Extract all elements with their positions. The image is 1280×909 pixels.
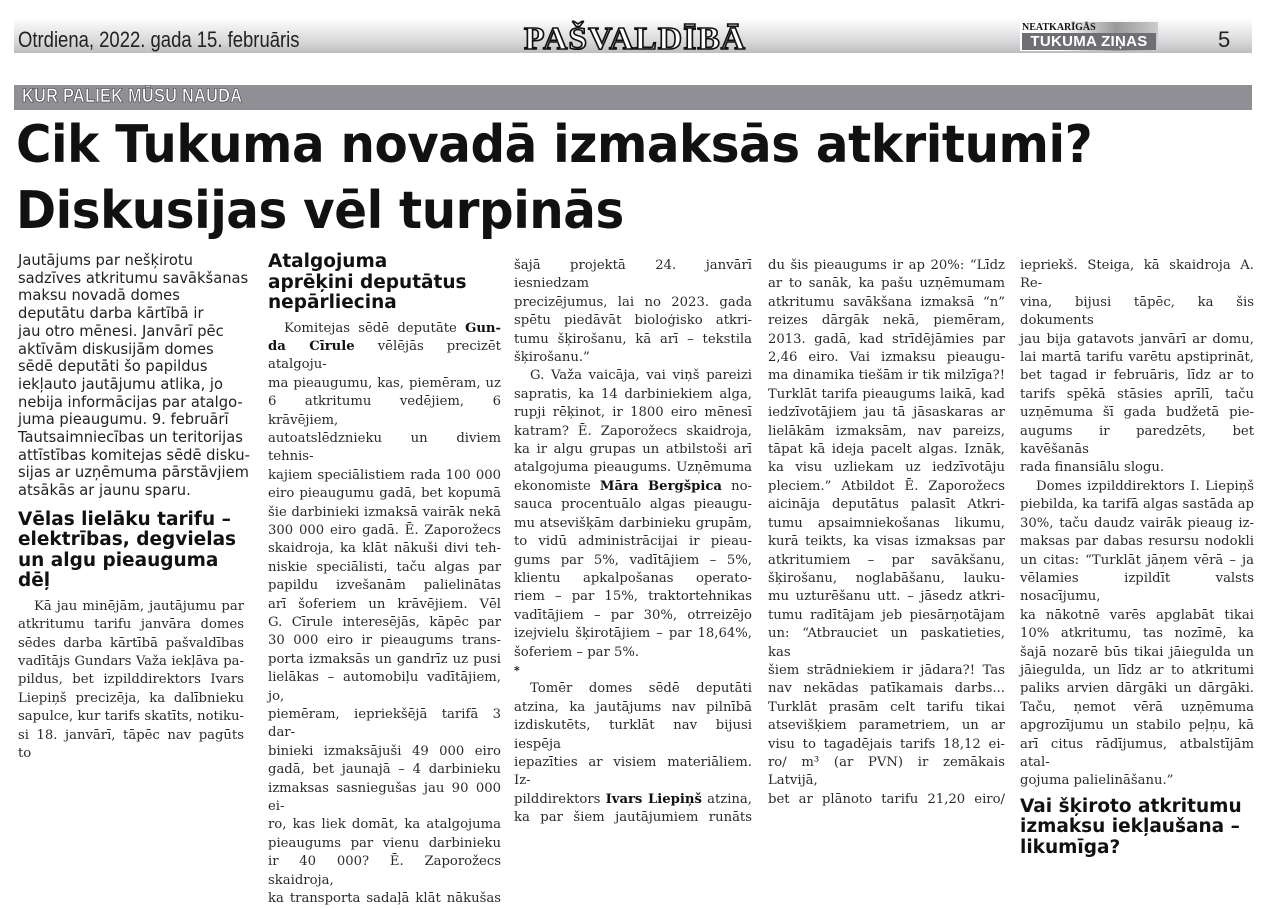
headline-line: Cik Tukuma novadā izmaksās atkritumi? [16,115,1093,175]
text-line: ar to sanāk, ka pašu uzņēmumam [768,276,1005,292]
text-line: du šis pieaugums ir ap 20%: “Līdz [768,258,1005,273]
text-line: pilddirektors Ivars Liepiņš atzina, [514,791,752,807]
text-line: 300 000 eiro gadā. Ē. Zaporožecs [268,522,501,538]
text-line: piemēram, iepriekšējā tarifā 3 dar- [268,707,501,741]
newspaper-logo-name: TUKUMA ZIŅAS [1022,33,1156,50]
rubric-bar [14,85,1252,110]
text-line: pildus, bet izpilddirektors Ivars [18,672,244,688]
text-line: Tomēr domes sēdē deputāti [530,681,752,697]
text-line: šajā projektā 24. janvārī iesniedzam [514,258,752,292]
text-line: 6 atkritumu vedējiem, 6 krāvējiem, [268,394,501,428]
text-line: dēļ [18,570,51,592]
text-line: šķirošanu, noglabāšanu, lauku- [768,570,1005,586]
text-line: Jautājums par nešķirotu [18,251,193,269]
text-line: apgrozījumu un stabilo peļņu, kā [1020,718,1254,734]
text-line: deputātu darba kārtībā ir [18,304,204,323]
text-line: rupji rēķinot, ir 1800 eiro mēnesī [514,405,752,421]
text-line: likumīga? [1020,836,1121,858]
text-line: sapratis, ka 14 darbiniekiem alga, [514,386,752,402]
issue-date: Otrdiena, 2022. gada 15. februāris [18,27,300,52]
text-line: Turklāt tarifa pieaugums laikā, kad [768,386,1005,402]
bold-name: * [514,663,520,677]
paragraph [768,257,1005,809]
text-line: sadzīves atkritumu savākšanas [18,268,249,287]
text-line: da Cīrule vēlējās precizēt atalgoju- [268,338,501,373]
text-line: G. Važa vaicāja, vai viņš pareizi [530,368,752,384]
text-line: elektrības, degvielas [18,529,237,551]
text-line: visu to tagadējais tarifs 18,12 ei- [768,736,1005,752]
text-line: šajā nozarē būs tikai jāiegulda un [1020,644,1254,660]
text-line: 10% atkritumu, tas nozīmē, ka [1020,626,1254,642]
text-line: ka par šiem jautājumiem runāts [514,810,752,826]
paragraph [514,680,752,827]
text-line: piebilda, ka tarifā algas sastāda ap [1020,497,1254,513]
text-line: iekļauto jautājumu atlika, jo [18,374,224,393]
text-line: vēlamies izpildīt valsts nosacījumu, [1020,570,1254,605]
text-line: iepazīties ar visiem materiāliem. Iz- [514,754,752,789]
text-line: si 18. janvārī, tāpēc nav pagūts to [18,727,244,762]
text-line: riem – par 15%, traktortehnikas [514,589,752,605]
text-line: maksu novadā domes [18,286,180,305]
subheading [268,252,501,314]
text-line: vadītājiem – par 30%, otrreizējo [514,607,752,623]
text-line: un citas: “Turklāt jāņem vērā – ja [1020,552,1254,568]
text-line: mu atsevišķām darbinieku grupām, [514,515,752,531]
newspaper-logo-small: NEATKARĪGĀS [1022,22,1096,33]
text-line: atkritumu tarifu janvāra domes [18,617,244,633]
paragraph [1020,257,1254,478]
text-line: ma dinamika tiešām ir tik milzīga?! [768,368,1005,384]
text-line: kurā teikts, ka visas izmaksas par [768,534,1005,550]
text-line: iedzīvotājiem jau tā jāsaskaras ar [768,405,1005,421]
text-line: ka nākotnē varēs apglabāt tikai [1020,607,1254,623]
text-line: uzņēmuma šī gada budžetā pie- [1020,405,1254,421]
article-headline [16,112,1092,244]
column-5 [1020,257,1254,864]
text-line: nepārliecina [268,292,397,313]
paragraph [1020,478,1254,791]
text-line: ma pieaugumu, kas, piemēram, uz [268,375,501,391]
text-line: atkritumu savākšana izmaksā “n” [768,294,1005,310]
text-line: atsākās ar jaunu sparu. [18,481,191,500]
page-number: 5 [1218,27,1231,52]
text-line: spētu piedāvāt bioloģisko atkri- [514,313,752,329]
text-line: atsevišķiem parametriem, un ar [768,718,1005,734]
text-line: nav nekādas patīkamais darbs... [768,681,1005,697]
subheading [18,510,244,592]
text-line: Taču, ņemot vērā uzņēmuma [1020,699,1254,715]
text-line: un algu pieauguma [18,549,219,571]
text-line: jau bija gatavots janvārī ar domu, [1020,331,1254,347]
text-line: aicināja deputātus palasīt Atkri- [768,497,1005,513]
text-line: autoatslēdznieku un diviem tehnis- [268,430,501,465]
text-line: maksas par dabas resursu nodokli [1020,534,1254,550]
text-line: Liepiņš precizēja, ka dalībnieku [18,690,244,706]
section-separator [514,662,752,680]
text-line: ka ir algu grupas un atbilstoši arī [514,442,752,458]
text-line: ka visu uzliekam uz iedzīvotāju [768,460,1005,476]
text-line: jāiegulda, un līdz ar to atkritumi [1020,662,1254,678]
text-line: niskie speciālisti, taču algas par [268,559,501,575]
text-line: arī citus rādījumus, atbalstījām atal- [1020,736,1254,770]
column-4 [768,257,1005,809]
section-logo: PAŠVALDĪBĀ [524,20,747,56]
text-line: augums ir paredzēts, bet kavēšanās [1020,423,1254,458]
text-line: Vēlas lielāku tarifu – [18,508,231,530]
subheading [1020,797,1254,859]
article-lead [18,251,250,500]
text-line: šie darbinieki izmaksā vairāk nekā [268,504,501,520]
text-line: Tautsaimniecības un teritorijas [18,428,243,447]
text-line: izmaksas sasniegušas jau 90 000 ei- [268,780,501,815]
text-line: gums par 5%, vadītājiem – 5%, [514,552,752,568]
text-line: Atalgojuma [268,251,388,272]
paragraph [18,598,244,764]
text-line: to vidū administrācijai ir pieau- [514,534,752,550]
text-line: iepriekš. Steiga, kā skaidroja A. Re- [1020,258,1254,292]
text-line: ro, kas liek domāt, ka atalgojuma [268,817,501,833]
bold-name: Ivars Liepiņš [605,791,702,807]
rubric-label: KUR PALIEK MŪSU NAUDA [22,86,243,107]
text-line: lielākas – automobiļu vadītājiem, jo, [268,670,501,704]
text-line: mu uzturēšanu utt. – jāsedz atkri- [768,589,1005,605]
paragraph [514,367,752,662]
column-1 [18,251,250,764]
text-line: atkritumiem – par savākšanu, [768,552,1005,568]
text-line: binieki izmaksājuši 49 000 eiro [268,743,501,759]
text-line: pieaugums par vienu darbinieku [268,835,501,851]
text-line: rada finansiālu slogu. [1020,460,1165,476]
text-line: pleciem.” Atbildot Ē. Zaporožecs [768,478,1005,494]
column-2 [268,252,501,909]
text-line: tarifs spēkā stāsies aprīlī, taču [1020,386,1254,402]
text-line: atzina, ka jautājums nav pilnībā [514,699,752,715]
text-line: 30%, taču daudz vairāk pieaug iz- [1020,515,1254,531]
text-line: eiro pieaugumu gadā, bet kopumā [268,486,501,502]
text-line: tumu šķirošanu, kā arī – tekstila [514,331,752,347]
text-line: reizes dārgāk nekā, piemēram, [768,313,1005,329]
text-line: gadā, bet jaunajā – 4 darbinieku [268,762,501,778]
text-line: porta izmaksās un gandrīz uz pusi [268,651,501,667]
text-line: bet ar plānoto tarifu 21,20 eiro/ [768,791,1005,807]
text-line: sapulce, kur tarifs skatīts, notiku- [18,709,244,725]
text-line: paliks arvien dārgāki un dārgāki. [1020,681,1254,697]
text-line: ekonomiste Māra Bergšpica no- [514,478,752,494]
text-line: attīstības komitejas sēdē disku- [18,445,250,464]
text-line: ro/ m³ (ar PVN) ir zemākais Latvijā, [768,754,1005,789]
text-line: sēdē deputāti šo papildus [18,357,208,376]
text-line: ir 40 000? Ē. Zaporožecs skaidroja, [268,854,501,888]
newspaper-logo [1020,22,1158,51]
text-line: G. Cīrule interesējās, kāpēc par [268,615,501,630]
text-line: 30 000 eiro ir pieaugums trans- [268,633,501,649]
text-line: arī šoferiem un krāvējiem. Vēl [268,596,501,612]
text-line: skaidroja, ka klāt nākuši divi teh- [268,541,501,557]
text-line: šiem strādniekiem ir jādara?! Tas [768,662,1005,678]
text-line: un: “Atbrauciet un paskatieties, kas [768,626,1005,660]
text-line: Kā jau minējām, jautājumu par [34,598,244,614]
text-line: sijas ar uzņēmuma pārstāvjiem [18,463,249,482]
text-line: atalgojuma pieaugums. Uzņēmuma [514,460,752,476]
text-line: sauca procentuālo algas pieaugu- [514,497,752,513]
column-3 [514,257,752,828]
bold-name: da Cīrule [268,338,355,354]
text-line: nebija informācijas par atalgo- [18,392,243,411]
text-line: tumu apsaimniekošanas likumu, [768,515,1005,531]
text-line: katram? Ē. Zaporožecs skaidroja, [514,423,752,439]
text-line: lai martā tarifu varētu apstiprināt, [1020,350,1254,366]
text-line: kajiem speciālistiem rada 100 000 [268,467,501,483]
text-line: izmaksu iekļaušana – [1020,816,1240,838]
text-line: papildu izvešanām palielinātas [268,578,501,594]
text-line: klientu apkalpošanas operato- [514,570,752,586]
text-line: tumu radītājam jeb piesārņotājam [768,607,1005,623]
text-line: tāpat kā ideja pacelt algas. Iznāk, [768,442,1005,458]
paragraph [268,320,501,909]
text-line: precizējumus, lai no 2023. gada [514,294,752,310]
headline-line: Diskusijas vēl turpinās [16,181,624,241]
text-line: 2,46 eiro. Vai izmaksu pieaugu- [768,350,1005,366]
text-line: aprēķini deputātus [268,271,467,293]
text-line: 2013. gadā, kad strīdējāmies par [768,331,1005,347]
text-line: jau otro mēnesi. Janvārī pēc [18,321,224,340]
text-line: bet tagad ir februāris, līdz ar to [1020,368,1254,384]
text-line: vina, bijusi tāpēc, ka šis dokuments [1020,294,1254,329]
text-line: sēdes darba kārtībā pašvaldības [18,635,244,651]
text-line: Turklāt prasām celt tarifu tikai [768,699,1005,715]
text-line: lielākām izmaksām, nav pareizs, [768,423,1005,439]
text-line: Vai šķiroto atkritumu [1020,795,1242,817]
text-line: aktīvām diskusijām domes [18,339,214,358]
text-line: Domes izpilddirektors I. Liepiņš [1036,478,1254,494]
text-line: izdiskutēts, turklāt nav bijusi iespēja [514,718,752,752]
text-line: vadītājs Gundars Važa iekļāva pa- [18,654,244,670]
text-line [514,662,752,680]
text-line: gojuma palielināšanu.” [1020,773,1174,789]
text-line: šķirošanu.” [514,350,590,366]
text-line: šoferiem – par 5%. [514,644,640,660]
paragraph [514,257,752,367]
text-line: juma pieaugumu. 9. februārī [18,410,229,429]
text-line: izejvielu šķirotājiem – par 18,64%, [514,626,752,642]
bold-name: Gun- [465,320,501,336]
text-line: ka transporta sadaļā klāt nākušas [268,891,501,907]
text-line: Komitejas sēdē deputāte Gun- [284,320,501,336]
bold-name: Māra Bergšpica [599,478,722,494]
